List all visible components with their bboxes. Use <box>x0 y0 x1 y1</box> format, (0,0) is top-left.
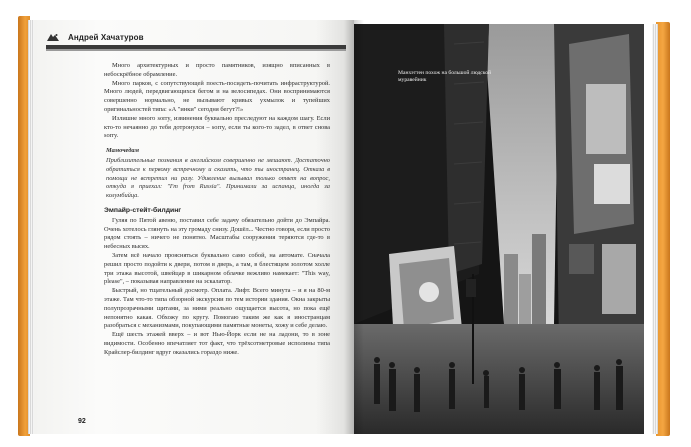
paragraph: Затем всё начало проясняться буквально само собой, на автомате. Сначала решил просто подойти к двери, потом в дверь, а там, в блестящем золотом холле три этажа высотой, швейцар в шикарном облачке вежливо намекает: "This way, please", – показывая направление на эскалатор. <box>104 251 330 286</box>
paragraph: Излишне много sorry, извинения буквально преследуют на каждом шагу. Если кто-то нечаянно до тебя дотронулся – sorry, если ты кого-то задел, в ответ снова sorry. <box>104 114 330 140</box>
left-page <box>34 20 354 434</box>
paragraph: Ещё шесть этажей вверх – и вот Нью-Йорк если не на ладони, то в зоне видимости. Особенно впечатляет тот факт, что трёхсотметровые исполины типа Крайслер-билдинг вдруг оказались гораздо ниже. <box>104 331 330 356</box>
times-square-photo <box>354 24 644 434</box>
paragraph: Много парков, с сопутствующей поесть-посидеть-почитать инфраструктурой. Много людей, передвигающихся бегом и на велосипедах. Они воспринимаются совершенно нормально, не вызывают кривых ухмылок и тупейших оригинальностей типа: «А "инки" сегодня бегут?!» <box>104 79 330 113</box>
paragraph: Гуляя по Пятой авеню, поставил себе задачу обязательно дойти до Эмпайра. Очень хотелось глянуть на эту громаду снизу. Дошёл... Честно говоря, если просто рядом стоять – ничего не понятно. Масштабы сооружения теряются где-то в небесных высях. <box>104 216 331 251</box>
page-number: 92 <box>78 418 86 425</box>
paragraph: Быстрый, но тщательный досмотр. Оплата. Лифт. Всего минута – и я на 80-м этаже. Там что-то типа обзорной экскурсии по тем истории здания. Окна закрыты полупрозрачными щитами, за ними реально ощущается высота, но пока ещё непонятно какая. Обхожу по кругу. Помогаю таким же как я иностранцам разобраться с механизмами, покупающими памятные монеты, хожу и себе делаю. <box>104 287 330 330</box>
paragraph: Много архитектурных и просто памятников, изящно вписанных в небоскрёбное обрамление. <box>104 62 330 78</box>
sidebar-note <box>104 147 330 201</box>
page-stack-right <box>652 24 658 434</box>
header-rule-thin <box>46 49 346 51</box>
photo-caption: Манхэттен похож на большой людской муравейник <box>398 70 492 83</box>
body-text <box>104 62 330 358</box>
open-book <box>18 16 670 436</box>
publisher-logo-icon <box>46 32 60 42</box>
section-title: Эмпайр-стейт-билдинг <box>104 206 182 214</box>
city-photo <box>354 24 644 434</box>
sidebar-text: Приблизительные познания в английском совершенно не мешают. Достаточно обратиться к первому встречному и сказать, что ты иностранец. Отказа в помощи не встретил ни разу. Удивление вызывал только ответ на вопрос, откуда я приехал: "I'm from Russia". Принимали за испанца, иногда за колумбийца. <box>106 156 330 200</box>
book-cover-right-edge <box>656 22 670 436</box>
author-name: Андрей Хачатуров <box>68 32 144 42</box>
running-header <box>46 29 346 45</box>
sidebar-title: Мамочедам <box>106 147 139 155</box>
